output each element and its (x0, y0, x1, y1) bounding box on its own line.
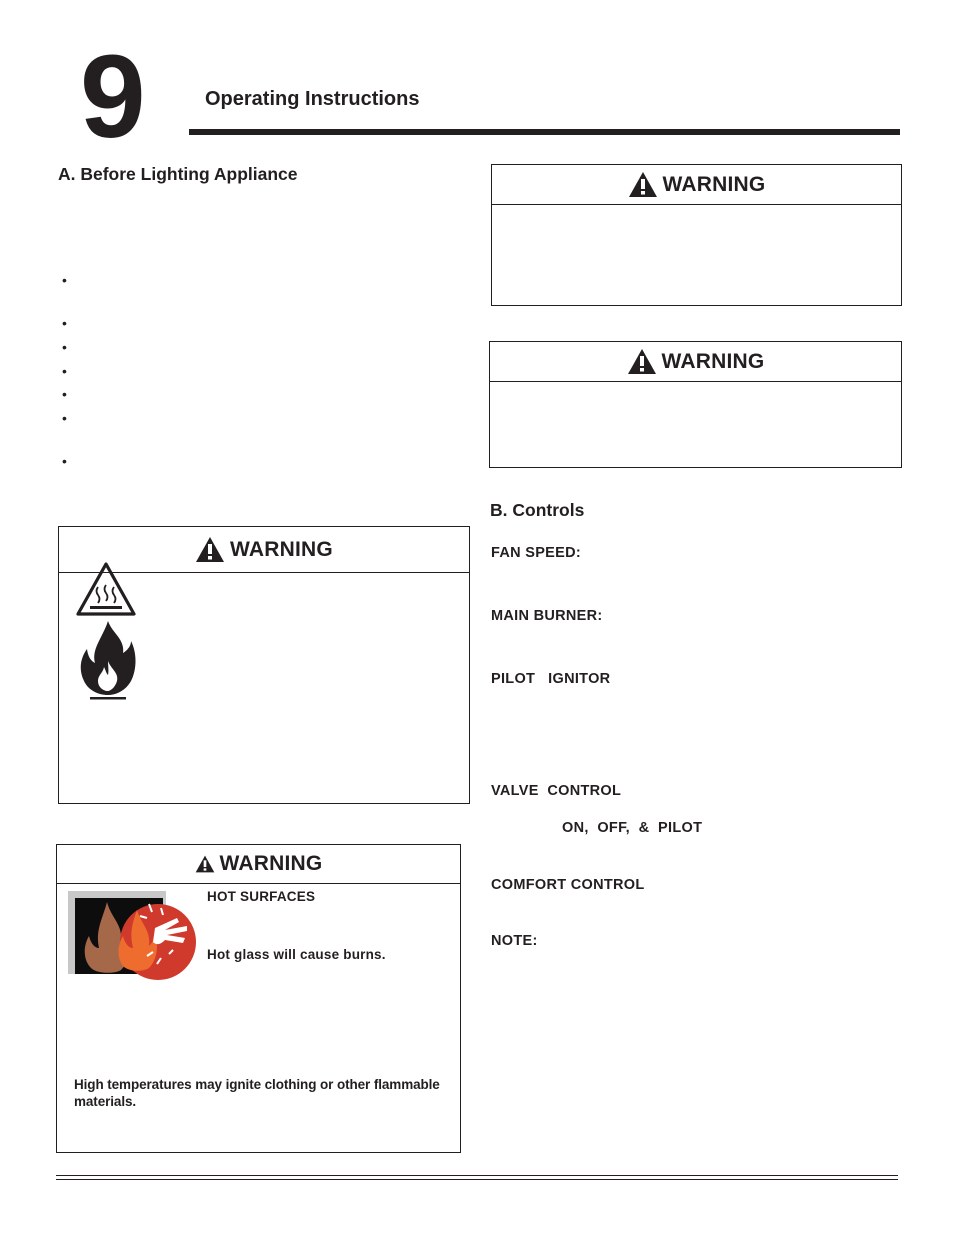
warning-header (57, 845, 460, 884)
warning-label: WARNING (661, 349, 765, 373)
comfort-control-label: COMFORT CONTROL (491, 877, 645, 893)
warning-label: WARNING (662, 172, 766, 196)
section-a-heading: A. Before Lighting Appliance (58, 164, 298, 184)
section-b-heading: B. Controls (490, 500, 585, 520)
hot-glass-burn-icon (67, 890, 197, 982)
note-label: NOTE: (491, 933, 538, 949)
hot-surfaces-label: HOT SURFACES (207, 889, 316, 904)
hot-surface-icon (75, 561, 137, 617)
warning-box-top-right-2 (489, 341, 902, 468)
valve-positions-label: ON, OFF, & PILOT (562, 820, 703, 836)
warning-triangle-icon (195, 855, 215, 873)
hot-glass-text: Hot glass will cause burns. (207, 947, 386, 962)
bullet-4: • (62, 363, 67, 379)
chapter-rule (189, 129, 900, 135)
footer-rule-top (56, 1175, 898, 1176)
warning-label: WARNING (219, 852, 323, 875)
bullet-1: • (62, 272, 67, 288)
warning-header (492, 165, 901, 205)
bullet-6: • (62, 410, 67, 426)
fan-speed-label: FAN SPEED: (491, 545, 582, 561)
warning-triangle-icon (628, 171, 658, 198)
bullet-7: • (62, 453, 67, 469)
bullet-5: • (62, 386, 67, 402)
main-burner-label: MAIN BURNER: (491, 608, 603, 624)
pilot-ignitor-label: PILOT IGNITOR (491, 671, 611, 687)
bullet-2: • (62, 315, 67, 331)
fire-icon (79, 619, 137, 701)
footer-rule-bottom (56, 1179, 898, 1180)
warning-label: WARNING (230, 537, 333, 561)
bullet-3: • (62, 339, 67, 355)
warning-triangle-icon (195, 536, 225, 563)
warning-box-left-bottom (56, 844, 461, 1153)
high-temperatures-text: High temperatures may ignite clothing or other flammable materials. (74, 1077, 440, 1109)
valve-control-label: VALVE CONTROL (491, 783, 622, 799)
warning-header (490, 342, 901, 382)
chapter-title: Operating Instructions (205, 88, 420, 110)
warning-box-left-mid (58, 526, 470, 804)
warning-triangle-icon (627, 348, 657, 375)
chapter-number: 9 (80, 31, 142, 163)
warning-box-top-right-1 (491, 164, 902, 306)
